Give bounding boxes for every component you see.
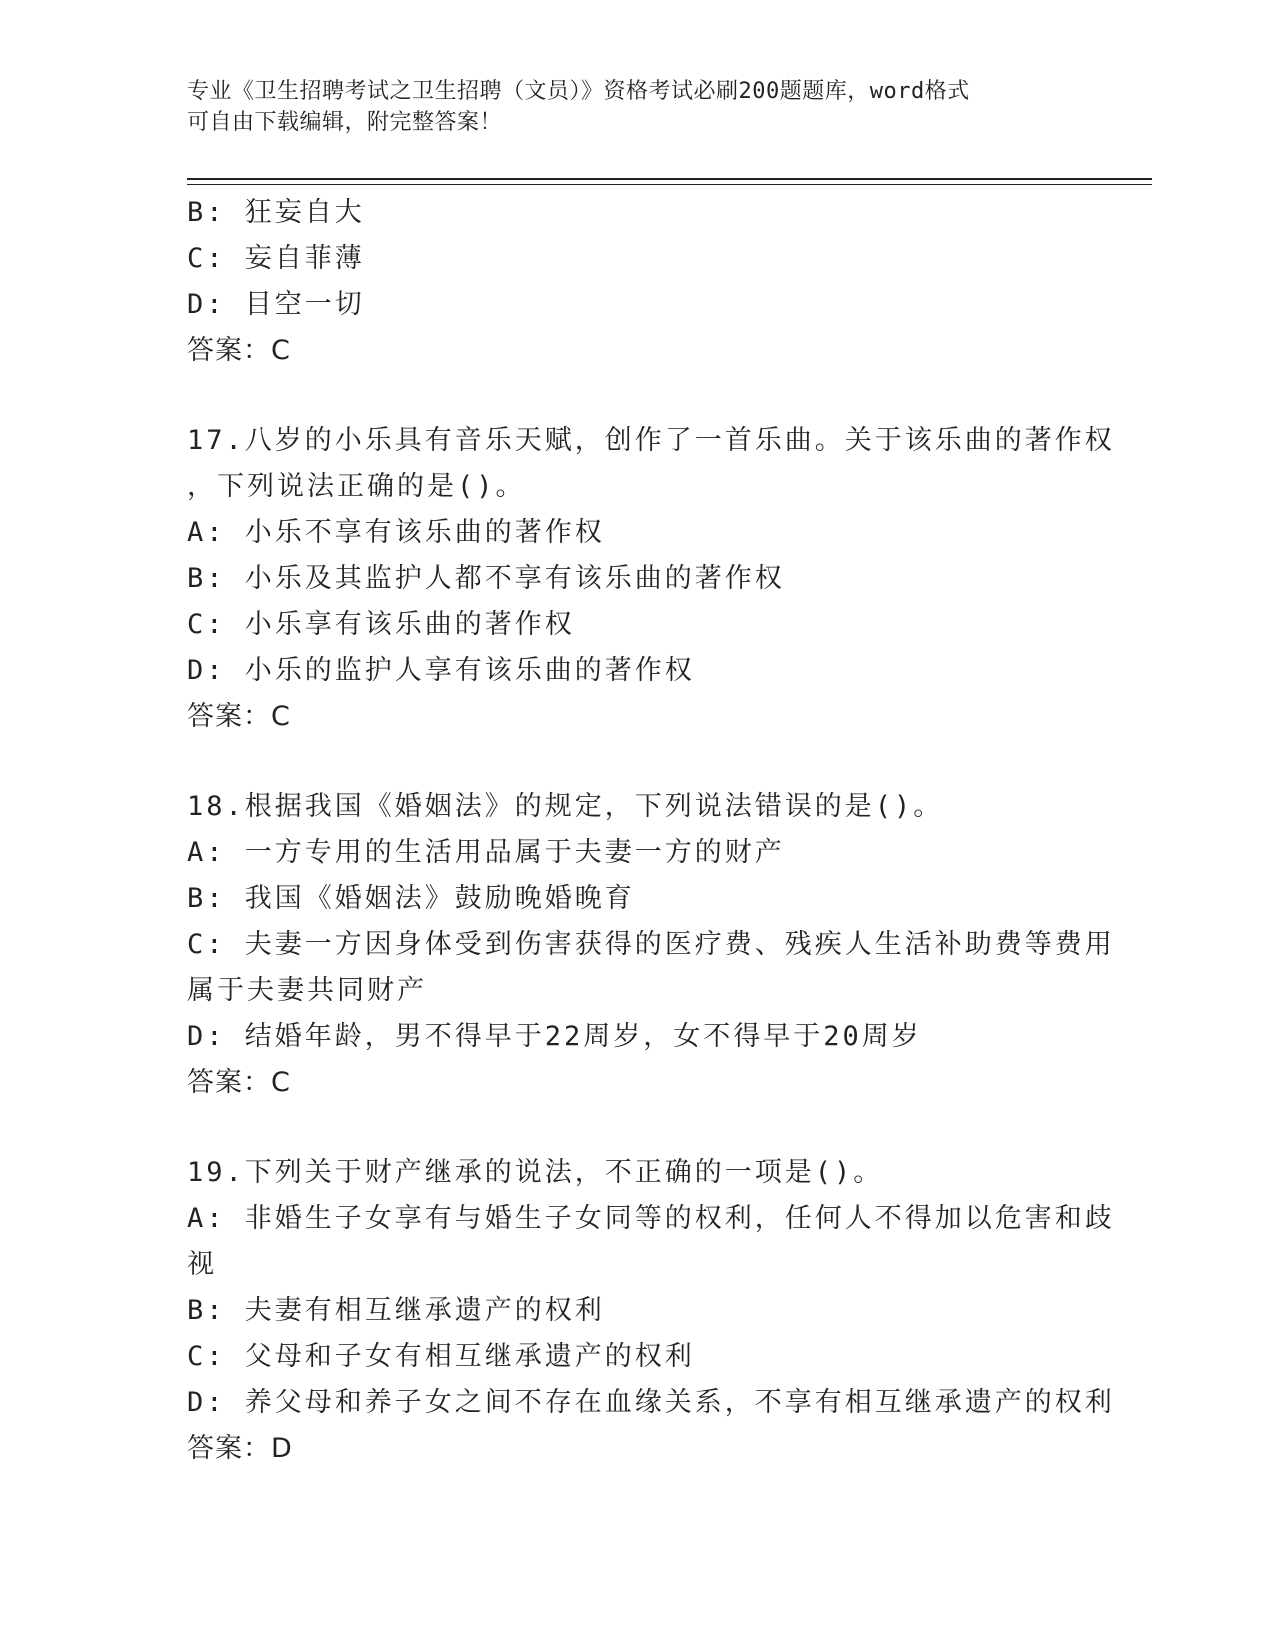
header-rule-thick <box>187 178 1152 180</box>
option-line: A: 小乐不享有该乐曲的著作权 <box>187 517 605 548</box>
option-line: C: 小乐享有该乐曲的著作权 <box>187 609 575 640</box>
answer-line: 答案：C <box>187 335 291 366</box>
option-line: B: 狂妄自大 <box>187 197 365 228</box>
option-line: D: 小乐的监护人享有该乐曲的著作权 <box>187 655 695 686</box>
option-line: 属于夫妻共同财产 <box>187 975 427 1006</box>
question-block-19 <box>187 1150 1115 1472</box>
option-line: B: 我国《婚姻法》鼓励晚婚晚育 <box>187 883 635 914</box>
question-spacer <box>187 374 1087 418</box>
header-title-line-2: 可自由下载编辑，附完整答案！ <box>187 110 503 135</box>
question-block-17 <box>187 418 1115 740</box>
option-line: D: 目空一切 <box>187 289 365 320</box>
question-block-18 <box>187 784 1115 1106</box>
option-line: B: 夫妻有相互继承遗产的权利 <box>187 1295 605 1326</box>
option-line: D: 养父母和养子女之间不存在血缘关系，不享有相互继承遗产的权利 <box>187 1387 1115 1418</box>
answer-line: 答案：C <box>187 1067 291 1098</box>
question-stem-line: ，下列说法正确的是()。 <box>187 471 526 502</box>
question-stem-line: 17.八岁的小乐具有音乐天赋，创作了一首乐曲。关于该乐曲的著作权 <box>187 425 1115 456</box>
question-stem-line: 19.下列关于财产继承的说法，不正确的一项是()。 <box>187 1157 884 1188</box>
question-stem-line: 18.根据我国《婚姻法》的规定，下列说法错误的是()。 <box>187 791 944 822</box>
question-list <box>187 190 1115 1472</box>
header-rule-thin <box>187 184 1152 185</box>
answer-line: 答案：C <box>187 701 291 732</box>
option-line: B: 小乐及其监护人都不享有该乐曲的著作权 <box>187 563 785 594</box>
option-line: C: 夫妻一方因身体受到伤害获得的医疗费、残疾人生活补助费等费用 <box>187 929 1115 960</box>
option-line: C: 父母和子女有相互继承遗产的权利 <box>187 1341 695 1372</box>
option-line: A: 一方专用的生活用品属于夫妻一方的财产 <box>187 837 785 868</box>
option-line: 视 <box>187 1249 217 1280</box>
document-header <box>187 76 1077 138</box>
answer-line: 答案：D <box>187 1433 293 1464</box>
option-line: A: 非婚生子女享有与婚生子女同等的权利，任何人不得加以危害和歧 <box>187 1203 1115 1234</box>
header-title-line-1: 专业《卫生招聘考试之卫生招聘（文员）》资格考试必刷200题题库，word格式 <box>187 79 970 104</box>
option-line: C: 妄自菲薄 <box>187 243 365 274</box>
question-spacer <box>187 740 1087 784</box>
option-line: D: 结婚年龄，男不得早于22周岁，女不得早于20周岁 <box>187 1021 922 1052</box>
question-spacer <box>187 1106 1087 1150</box>
question-block-prev <box>187 190 1087 374</box>
